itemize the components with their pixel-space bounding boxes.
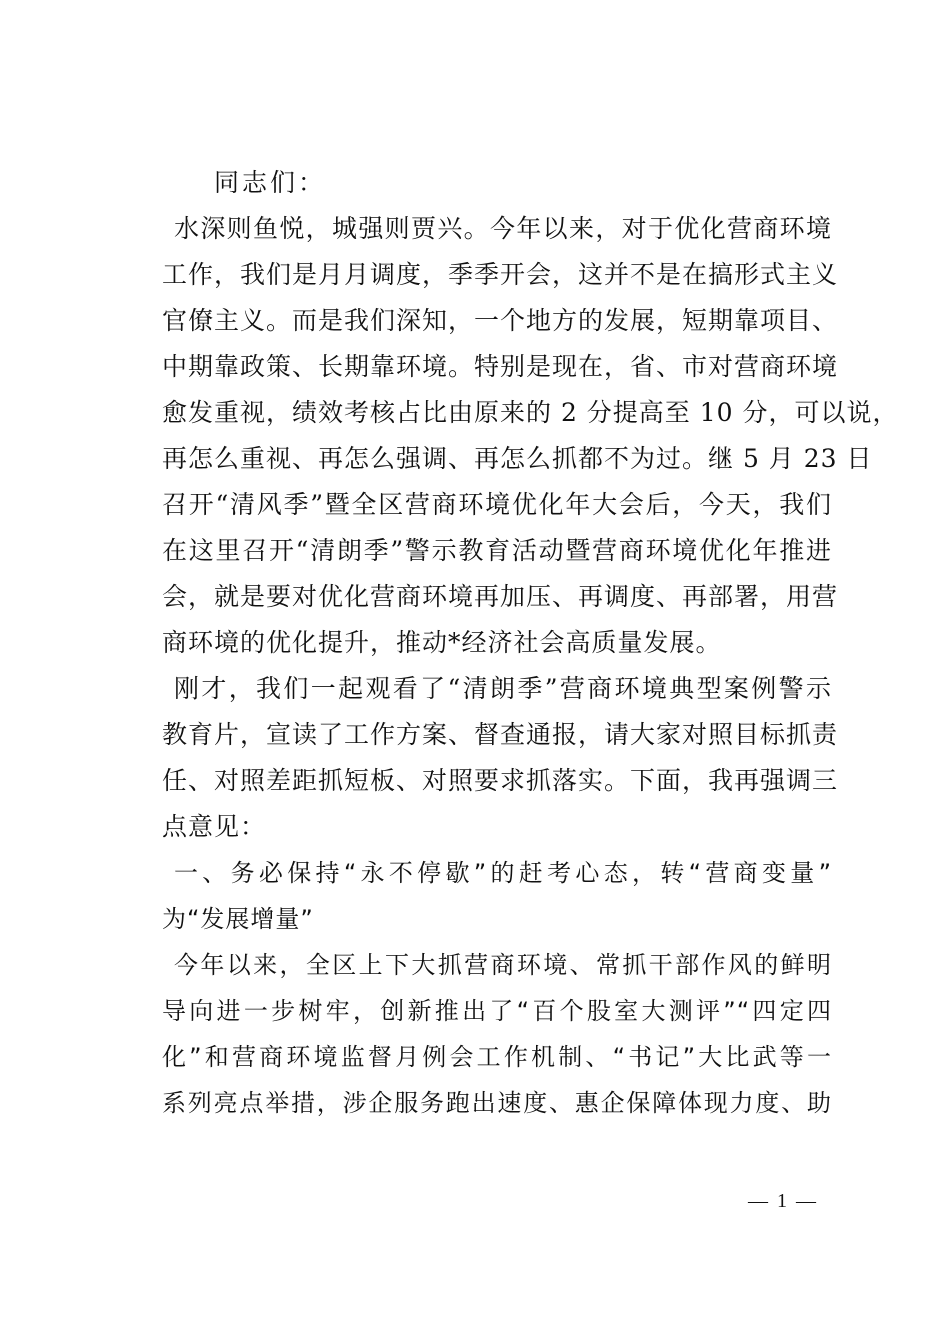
paragraph-line: 任、对照差距抓短板、对照要求抓落实。下面，我再强调三 [162,766,839,795]
paragraph-line: 在这里召开“清朗季”警示教育活动暨营商环境优化年推进 [162,536,832,565]
paragraph-line: 再怎么重视、再怎么强调、再怎么抓都不为过。继 5 月 23 日 [162,444,873,473]
paragraph-line: 商环境的优化提升，推动*经济社会高质量发展。 [162,628,722,657]
paragraph-line: 导向进一步树牢，创新推出了“百个股室大测评”“四定四 [162,997,832,1025]
paragraph-line: 工作，我们是月月调度，季季开会，这并不是在搞形式主义 [162,260,839,289]
paragraph-line: 今年以来，全区上下大抓营商环境、常抓干部作风的鲜明 [174,951,832,979]
paragraph-line: 水深则鱼悦，城强则贾兴。今年以来，对于优化营商环境 [174,214,832,243]
paragraph-line: 化”和营商环境监督月例会工作机制、“书记”大比武等一 [162,1043,832,1071]
paragraph-line: 愈发重视，绩效考核占比由原来的 2 分提高至 10 分，可以说， [162,398,899,427]
page-number: — 1 — [748,1190,818,1212]
paragraph-line: 会，就是要对优化营商环境再加压、再调度、再部署，用营 [162,582,839,611]
paragraph-line: 官僚主义。而是我们深知，一个地方的发展，短期靠项目、 [162,306,839,335]
paragraph-3 [162,942,832,1126]
paragraph-line: 中期靠政策、长期靠环境。特别是现在，省、市对营商环境 [162,352,839,381]
paragraph-1 [162,206,899,666]
paragraph-line: 点意见： [162,812,267,841]
greeting: 同志们： [214,168,327,197]
heading-line: 为“发展增量” [162,905,314,933]
paragraph-line: 召开“清风季”暨全区营商环境优化年大会后，今天，我们 [162,490,832,519]
heading-line: 一、务必保持“永不停歇”的赶考心态，转“营商变量” [174,859,832,887]
document-body [162,160,899,1126]
paragraph-line: 刚才，我们一起观看了“清朗季”营商环境典型案例警示 [174,674,832,703]
paragraph-line: 教育片，宣读了工作方案、督查通报，请大家对照目标抓责 [162,720,839,749]
paragraph-2 [162,666,839,850]
paragraph-line: 系列亮点举措，涉企服务跑出速度、惠企保障体现力度、助 [162,1089,832,1117]
section-heading-1 [162,850,832,942]
